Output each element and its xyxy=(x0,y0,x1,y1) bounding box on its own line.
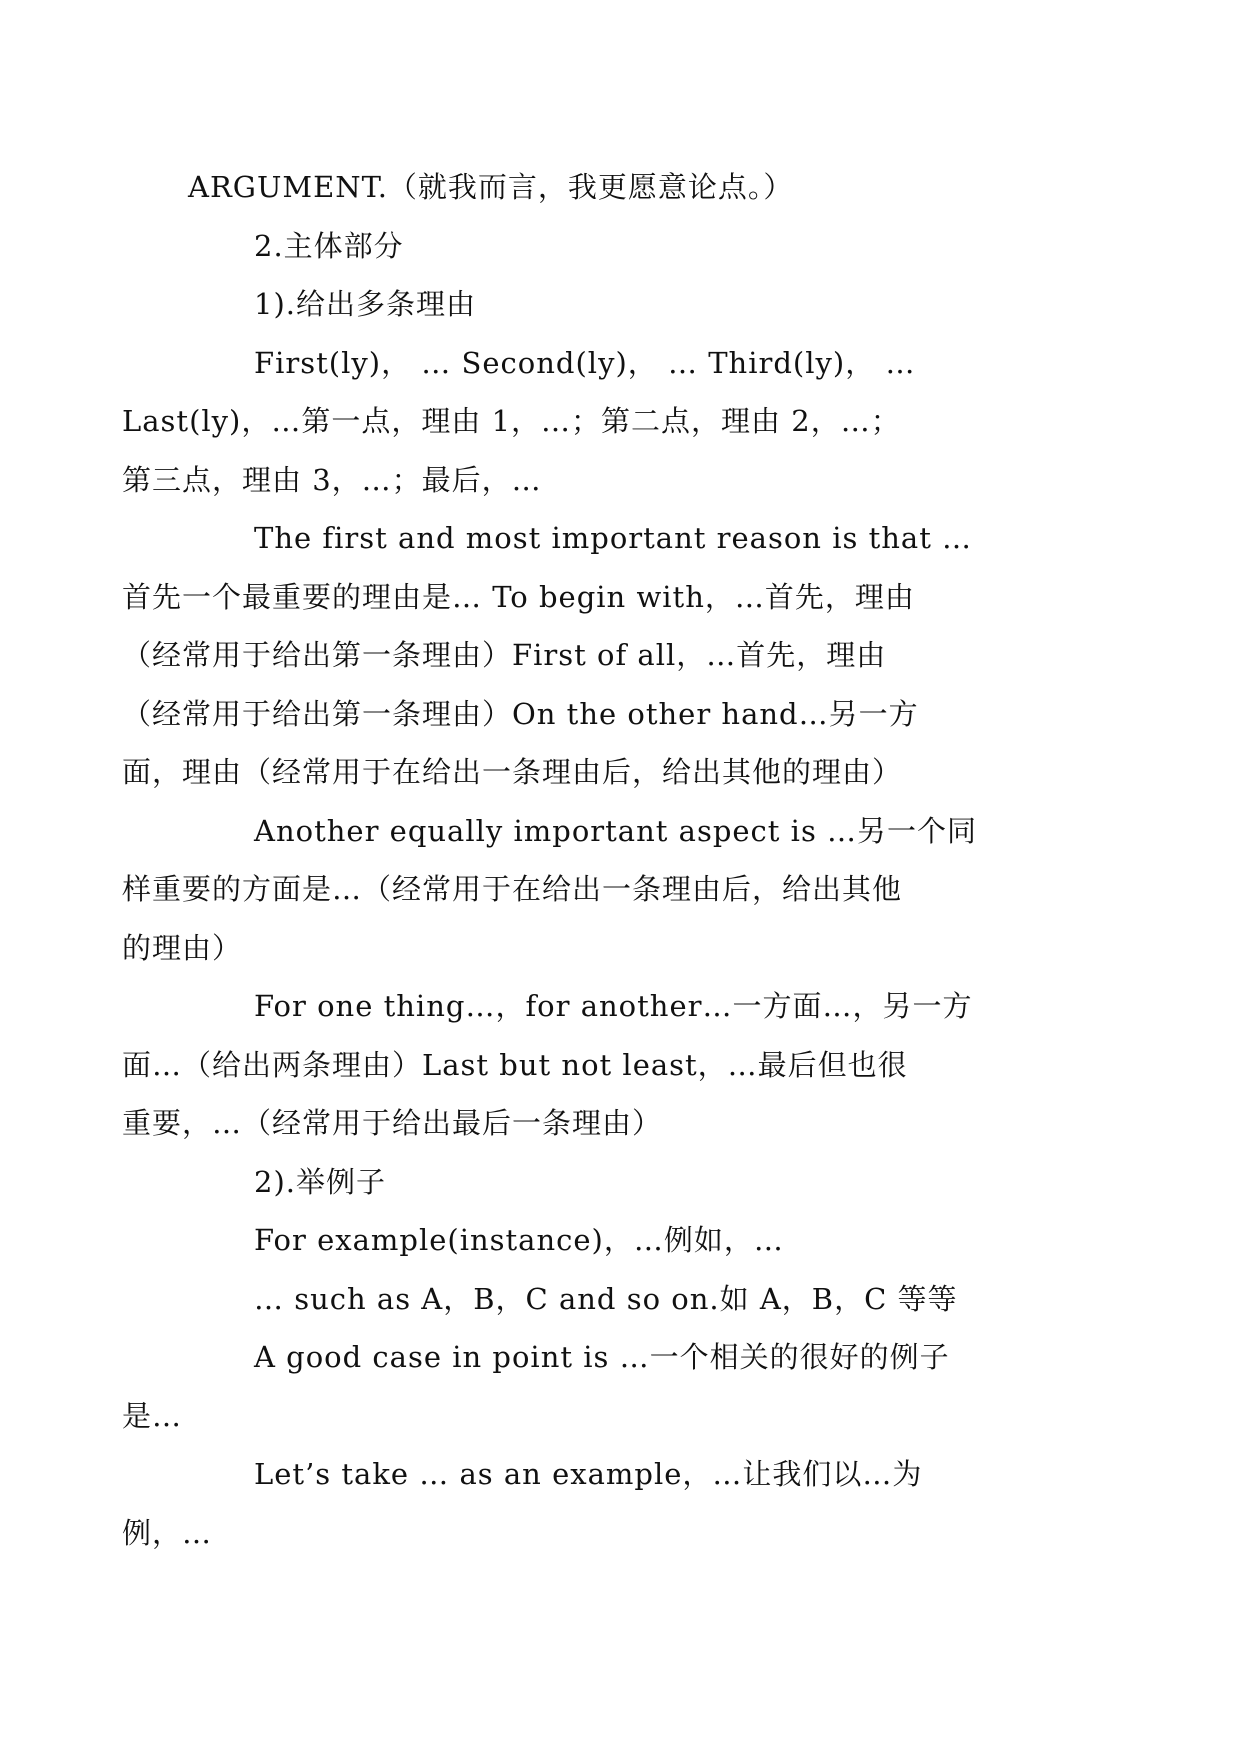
text-line: For one thing…，for another…一方面…，另一方 xyxy=(254,989,973,1023)
paragraph-for-example xyxy=(188,1211,1052,1270)
text-line: 第三点，理由 3，…；最后，… xyxy=(122,462,542,497)
text-line: 面…（给出两条理由）Last but not least，…最后但也很 xyxy=(122,1047,908,1082)
text-line: （经常用于给出第一条理由）First of all，…首先，理由 xyxy=(122,638,887,672)
text-line: 样重要的方面是…（经常用于在给出一条理由后，给出其他 xyxy=(122,872,903,906)
text-line: 2.主体部分 xyxy=(254,228,404,263)
paragraph-one-thing-another xyxy=(122,977,1052,1153)
paragraph-good-case xyxy=(122,1328,1052,1445)
text-line: Last(ly)，…第一点，理由 1，…；第二点，理由 2，…； xyxy=(122,404,901,438)
text-line: The first and most important reason is that … xyxy=(254,521,973,555)
text-line: A good case in point is …一个相关的很好的例子 xyxy=(254,1340,950,1374)
text-line: 2).举例子 xyxy=(254,1164,386,1199)
subheading-examples xyxy=(188,1153,1052,1212)
paragraph-argument xyxy=(188,158,1052,217)
text-line: First(ly)， … Second(ly)， … Third(ly)， … xyxy=(254,345,916,380)
subheading-reasons xyxy=(188,275,1052,334)
text-line: ARGUMENT.（就我而言，我更愿意论点。） xyxy=(188,170,794,204)
text-line: 首先一个最重要的理由是… To begin with，…首先，理由 xyxy=(122,579,915,614)
section-heading-main-body xyxy=(188,217,1052,276)
text-line: Let’s take … as an example，…让我们以…为 xyxy=(254,1457,923,1491)
text-line: Another equally important aspect is …另一个同 xyxy=(254,813,978,848)
text-line: 例，… xyxy=(122,1515,213,1550)
text-line: 是… xyxy=(122,1398,183,1433)
paragraph-ordinal-phrases xyxy=(122,334,1052,510)
text-line: 的理由） xyxy=(122,930,243,965)
text-line: （经常用于给出第一条理由）On the other hand…另一方 xyxy=(122,696,919,731)
text-line: 重要，…（经常用于给出最后一条理由） xyxy=(122,1106,663,1140)
paragraph-first-reason xyxy=(122,509,1052,802)
paragraph-such-as xyxy=(188,1270,1052,1329)
document-page xyxy=(122,158,1052,1562)
text-line: 1).给出多条理由 xyxy=(254,287,476,321)
text-line: 面，理由（经常用于在给出一条理由后，给出其他的理由） xyxy=(122,755,903,789)
text-line: For example(instance)，…例如，… xyxy=(254,1223,784,1257)
text-line: … such as A，B，C and so on.如 A，B，C 等等 xyxy=(254,1281,958,1316)
paragraph-lets-take xyxy=(122,1445,1052,1562)
paragraph-another-aspect xyxy=(122,802,1052,978)
